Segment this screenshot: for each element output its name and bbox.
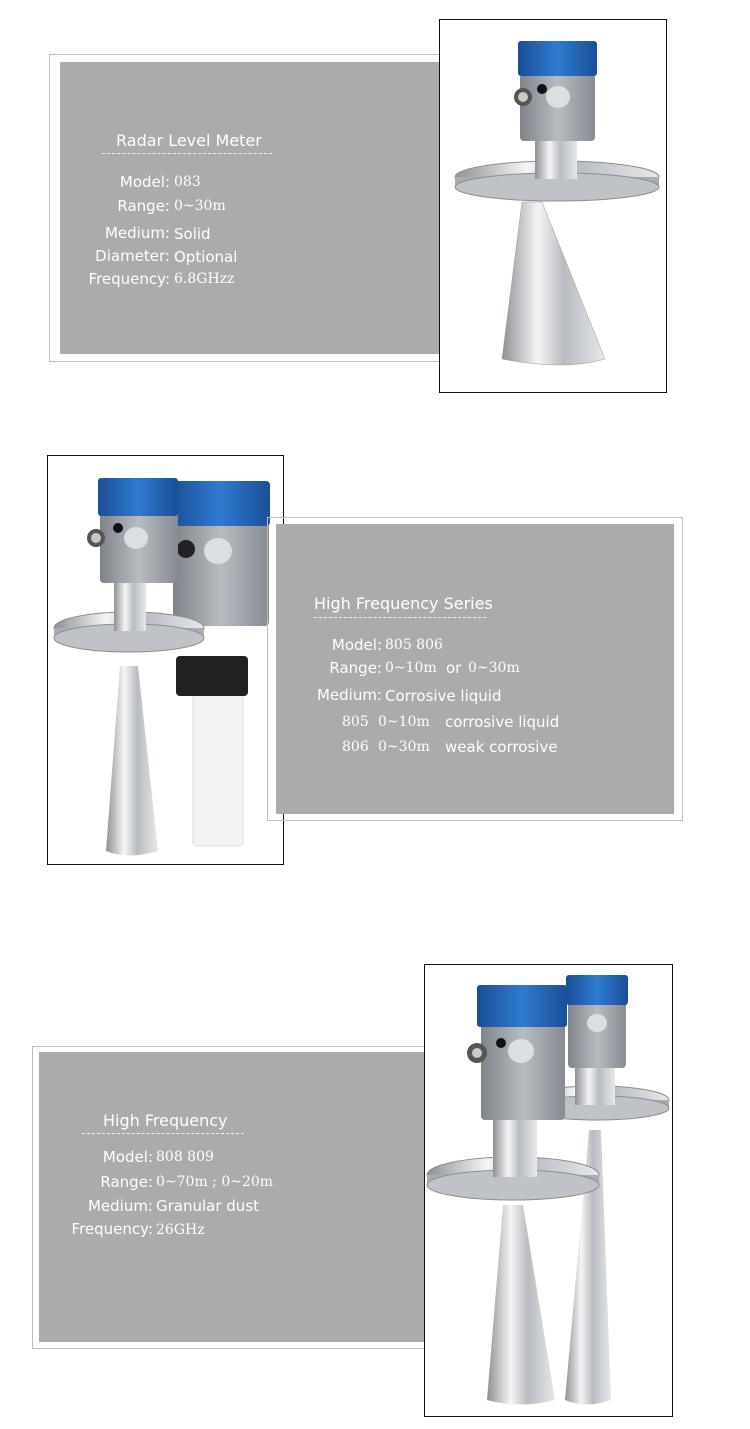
section1-label-model: Model: [119,173,170,191]
section1-value-frequency: 6.8GHzz [174,271,235,287]
section2-value-range-b: 0~30m [468,660,520,676]
section3-heading-underline [82,1133,244,1134]
section2-label-range: Range: [329,659,382,677]
section1-label-diameter: Diameter: [95,247,170,265]
section3-label-model: Model: [102,1148,153,1166]
section3-label-range: Range: [100,1173,153,1191]
section2-value-range-a: 0~10m [385,660,437,676]
section2-detail-806-model: 806 [342,739,369,755]
section3-heading: High Frequency [103,1111,228,1130]
section2-detail-806-desc: weak corrosive [445,738,558,756]
section2-label-model: Model: [331,636,382,654]
section2-detail-805-range: 0~10m [378,714,430,730]
section1-heading: Radar Level Meter [116,131,262,150]
section1-value-diameter: Optional [174,248,238,266]
section1-value-model: 083 [174,174,201,190]
section3-value-range: 0~70m ; 0~20m [156,1174,274,1190]
section2-image-frame [47,455,284,865]
section3-label-frequency: Frequency: [71,1220,153,1238]
section3-value-medium: Granular dust [156,1197,260,1215]
section1-value-medium: Solid [174,225,211,243]
section2-value-range-or: or [446,659,462,677]
section2-detail-806-range: 0~30m [378,739,430,755]
section2-detail-805-model: 805 [342,714,369,730]
section2-label-medium: Medium: [316,686,382,704]
section1-value-range: 0~30m [174,198,226,214]
section2-heading-underline [314,617,486,618]
section2-value-medium: Corrosive liquid [385,687,502,705]
section3-label-medium: Medium: [87,1197,153,1215]
section3-value-frequency: 26GHz [156,1222,205,1238]
section1-label-range: Range: [117,197,170,215]
section3-image-frame [424,964,673,1417]
section3-value-model: 808 809 [156,1149,214,1165]
section1-heading-underline [102,153,272,154]
section2-detail-805-desc: corrosive liquid [445,713,560,731]
section2-value-model: 805 806 [385,637,443,653]
section1-label-medium: Medium: [104,224,170,242]
section1-label-frequency: Frequency: [88,270,170,288]
section2-heading: High Frequency Series [314,594,493,613]
section1-image-frame [439,19,667,393]
